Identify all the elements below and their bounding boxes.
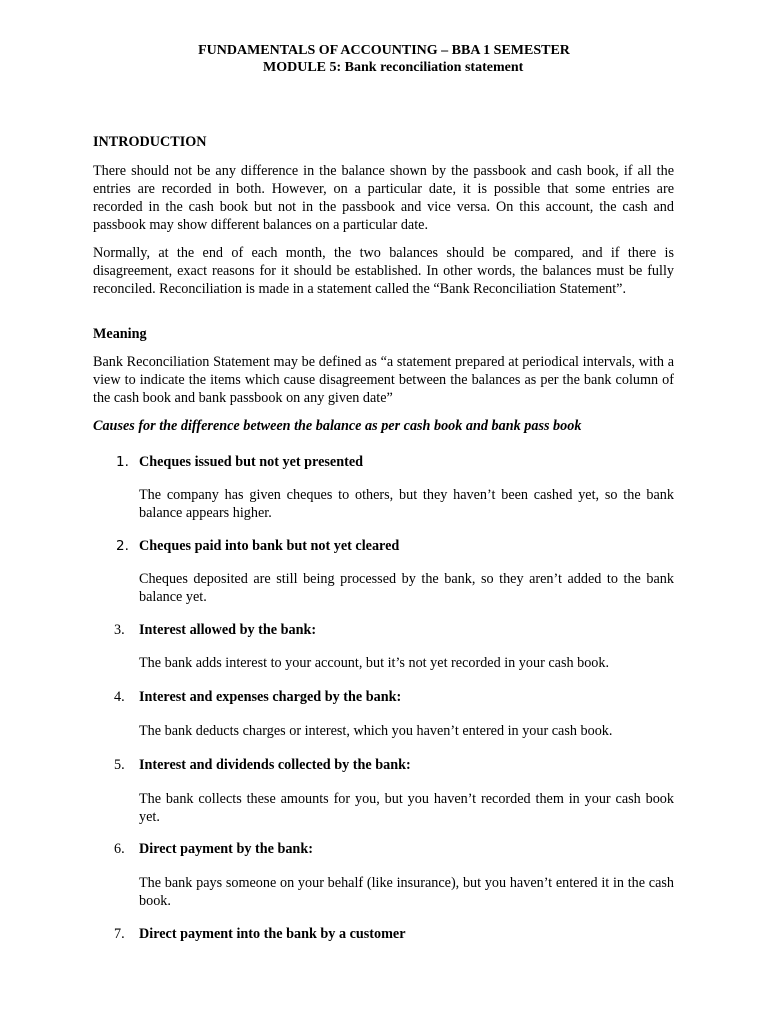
- list-item-number: 6.: [114, 841, 125, 857]
- introduction-paragraph-1: There should not be any difference in the balance shown by the passbook and cash book, if all the entries are recorded in both. However, on a particular date, it is possible that some entries are recorded in the cash book but not in the passbook and vice versa. On this account, the cash and passbook may show different balances on a particular date.: [93, 163, 674, 233]
- introduction-paragraph-2: Normally, at the end of each month, the two balances should be compared, and if there is disagreement, exact reasons for it should be established. In other words, the balances must be fully reconciled. Reconciliation is made in a statement called the “Bank Reconciliation Statement”.: [93, 245, 674, 297]
- list-item-number: 1.: [116, 454, 129, 470]
- meaning-paragraph: Bank Reconciliation Statement may be defined as “a statement prepared at periodical intervals, with a view to indicate the items which cause disagreement between the balances as per the bank column of the cash book and bank passbook on any given date”: [93, 354, 674, 406]
- list-item-number: 7.: [114, 926, 125, 942]
- list-item-description: Cheques deposited are still being processed by the bank, so they aren’t added to the bank balance yet.: [139, 571, 674, 605]
- course-title-text: FUNDAMENTALS OF ACCOUNTING – BBA 1 SEMESTER: [198, 43, 570, 58]
- list-item-title: Cheques paid into bank but not yet cleared: [139, 538, 400, 554]
- module-title: MODULE 5: Bank reconciliation statement: [263, 60, 524, 75]
- list-item-number: 3.: [114, 622, 125, 638]
- list-item-title: Interest allowed by the bank:: [139, 622, 317, 638]
- meaning-heading: Meaning: [93, 326, 147, 342]
- list-item-title: Interest and dividends collected by the bank:: [139, 757, 411, 773]
- list-item-description: The bank deducts charges or interest, which you haven’t entered in your cash book.: [139, 723, 613, 739]
- list-item-number: 2.: [116, 538, 129, 554]
- list-item-number: 5.: [114, 757, 125, 773]
- introduction-heading: INTRODUCTION: [93, 134, 207, 150]
- list-item-description: The bank pays someone on your behalf (like insurance), but you haven’t entered it in the cash book.: [139, 875, 674, 909]
- causes-heading: Causes for the difference between the balance as per cash book and bank pass book: [93, 418, 582, 434]
- list-item-title: Direct payment by the bank:: [139, 841, 313, 857]
- list-item-number: 4.: [114, 689, 125, 705]
- list-item-title: Cheques issued but not yet presented: [139, 454, 364, 470]
- list-item-description: The bank collects these amounts for you, but you haven’t recorded them in your cash book yet.: [139, 791, 674, 825]
- list-item-description: The company has given cheques to others, but they haven’t been cashed yet, so the bank balance appears higher.: [139, 487, 674, 521]
- list-item-description: The bank adds interest to your account, but it’s not yet recorded in your cash book.: [139, 655, 610, 671]
- list-item-title: Interest and expenses charged by the bank:: [139, 689, 402, 705]
- course-title: [0, 42, 768, 59]
- list-item-title: Direct payment into the bank by a customer: [139, 926, 406, 942]
